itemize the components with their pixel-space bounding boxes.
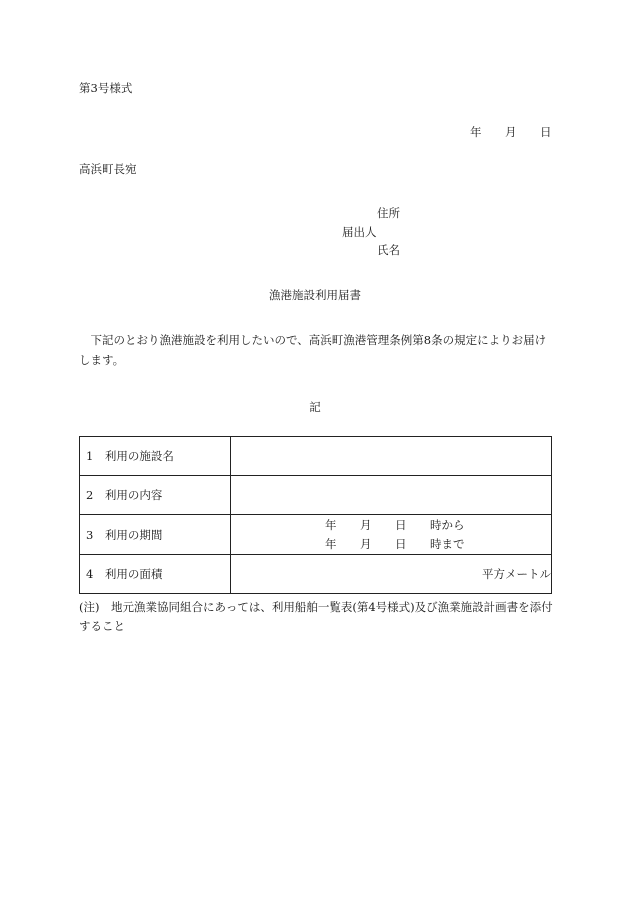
facility-name-cell [231, 437, 552, 476]
period-to-suffix: 時まで [430, 536, 465, 551]
table-row [80, 476, 552, 515]
usage-period-cell [231, 515, 552, 555]
usage-content-cell [231, 476, 552, 515]
document-title: 漁港施設利用届書 [269, 288, 361, 302]
period-to-month: 月 [360, 536, 372, 551]
details-table [79, 436, 552, 594]
facility-name-label: 1 利用の施設名 [80, 437, 231, 476]
usage-content-label: 2 利用の内容 [80, 476, 231, 515]
period-from-line [231, 516, 551, 535]
note-text: (注) 地元漁業協同組合にあっては、利用船舶一覧表(第4号様式)及び漁業施設計画書を添付すること [79, 600, 553, 633]
notifier-label: 届出人 [342, 225, 377, 239]
period-to-day: 日 [395, 536, 407, 551]
period-from-suffix: 時から [430, 517, 465, 532]
name-label: 氏名 [377, 243, 400, 257]
date-month: 月 [505, 125, 517, 139]
addressee: 高浜町長宛 [79, 162, 137, 176]
body-paragraph: 下記のとおり漁港施設を利用したいので、高浜町漁港管理条例第8条の規定によりお届けします。 [79, 333, 547, 367]
usage-area-label: 4 利用の面積 [80, 555, 231, 594]
date-year: 年 [470, 125, 482, 139]
usage-area-unit: 平方メートル [231, 555, 552, 594]
table-row [80, 515, 552, 555]
ki-label: 記 [309, 400, 321, 414]
period-from-year: 年 [325, 517, 337, 532]
table-row [80, 437, 552, 476]
date-line [470, 127, 552, 139]
period-to-year: 年 [325, 536, 337, 551]
period-to-line [231, 535, 551, 554]
address-label: 住所 [377, 206, 400, 220]
usage-period-label: 3 利用の期間 [80, 515, 231, 555]
form-number: 第3号様式 [79, 81, 133, 95]
period-from-day: 日 [395, 517, 407, 532]
period-from-month: 月 [360, 517, 372, 532]
table-row [80, 555, 552, 594]
date-day: 日 [540, 125, 552, 139]
